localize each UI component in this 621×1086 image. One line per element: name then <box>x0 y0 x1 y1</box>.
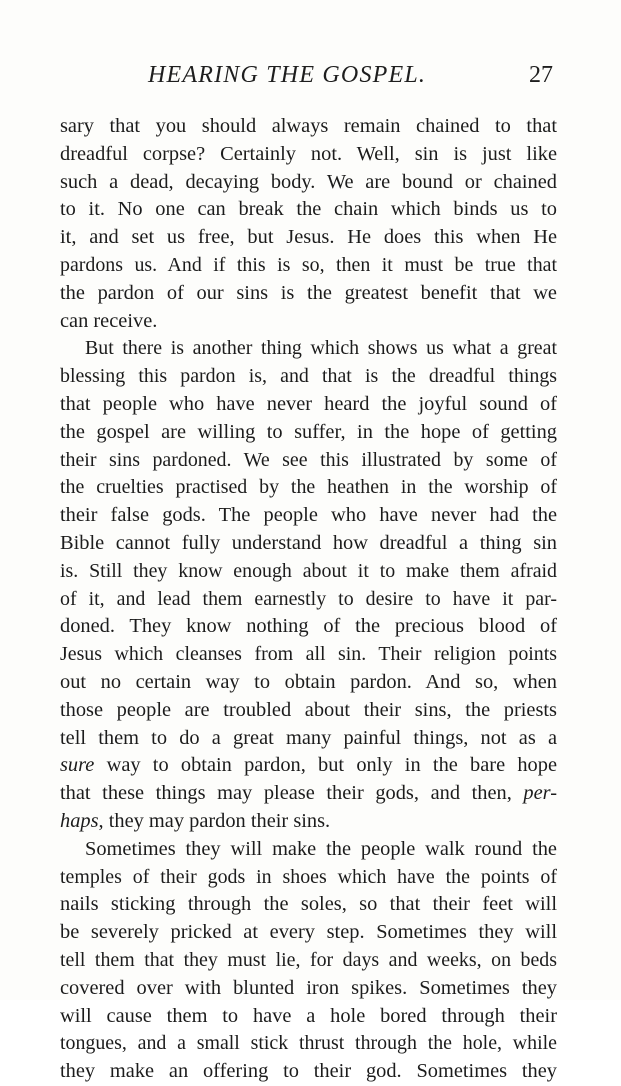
text-line: of it, and lead them earnestly to desire to have it par- <box>60 587 557 610</box>
text-line: Jesus which cleanses from all sin. Their religion points <box>60 643 557 666</box>
text-line: Bible cannot fully understand how dreadful a thing sin <box>60 531 557 554</box>
text-line: sary that you should always remain chained to that <box>60 115 557 137</box>
text-line: be severely pricked at every step. Sometimes they will <box>60 921 557 944</box>
text-line: that people who have never heard the joyful sound of <box>60 392 557 415</box>
text-line: it, and set us free, but Jesus. He does this when He <box>60 226 557 249</box>
text-line: to it. No one can break the chain which binds us to <box>60 198 557 221</box>
text-line: temples of their gods in shoes which have the points of <box>60 865 557 888</box>
body-text <box>60 113 557 1086</box>
text-line: covered over with blunted iron spikes. Sometimes they <box>60 976 557 999</box>
text-line: can receive. <box>60 309 158 332</box>
text-line: the pardon of our sins is the greatest benefit that we <box>60 281 557 304</box>
text-line: they make an offering to their god. Sometimes they <box>60 1060 557 1083</box>
italic-word: per- <box>523 782 557 805</box>
text-line: tongues, and a small stick thrust through the hole, while <box>60 1032 557 1055</box>
text-line: is. Still they know enough about it to make them afraid <box>60 559 557 582</box>
text-line: such a dead, decaying body. We are bound or chained <box>60 170 557 193</box>
text-line: blessing this pardon is, and that is the dreadful things <box>60 365 557 388</box>
page-header <box>62 62 559 96</box>
text-line: doned. They know nothing of the precious blood of <box>60 615 557 638</box>
text-line: nails sticking through the soles, so that their feet will <box>60 893 557 916</box>
text-line: out no certain way to obtain pardon. And so, when <box>60 670 557 693</box>
text-line: Sometimes they will make the people walk round the <box>85 837 557 860</box>
text-line: the cruelties practised by the heathen in the worship of <box>60 476 557 499</box>
italic-word: haps <box>60 809 99 832</box>
text-line: tell them to do a great many painful things, not as a <box>60 726 557 749</box>
text-line: their sins pardoned. We see this illustrated by some of <box>60 448 557 471</box>
text-line: pardons us. And if this is so, then it must be true that <box>60 253 557 276</box>
italic-word: sure <box>60 754 95 777</box>
page-number: 27 <box>529 62 553 88</box>
text-line: But there is another thing which shows us what a great <box>85 337 557 360</box>
running-head: HEARING THE GOSPEL. <box>148 62 427 88</box>
text-line: will cause them to have a hole bored through their <box>60 1004 557 1027</box>
text-line: those people are troubled about their sins, the priests <box>60 698 557 721</box>
text-line: tell them that they must lie, for days and weeks, on beds <box>60 948 557 971</box>
text-line: that these things may please their gods, and then, per- <box>60 782 557 805</box>
text-line: their false gods. The people who have never had the <box>60 504 557 527</box>
text-line <box>60 808 557 836</box>
text-line: dreadful corpse? Certainly not. Well, sin is just like <box>60 142 557 165</box>
text-line: the gospel are willing to suffer, in the hope of getting <box>60 420 557 443</box>
text-run: , they may pardon their sins. <box>98 809 331 832</box>
text-line <box>60 752 557 780</box>
text-run: way to obtain pardon, but only in the bare hope <box>94 754 557 777</box>
